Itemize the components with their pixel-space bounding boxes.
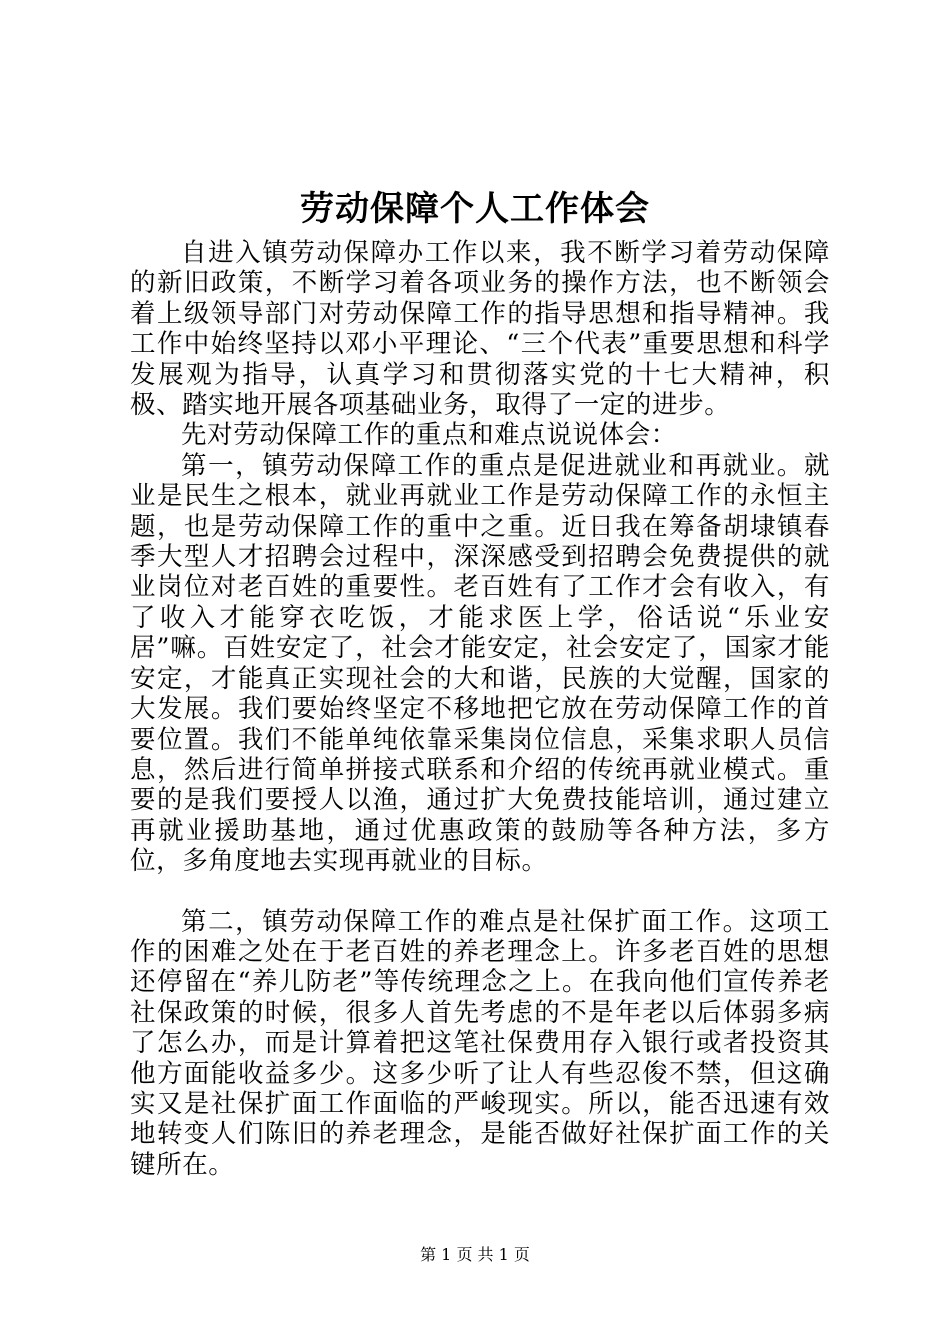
paragraph-lead: 先对劳动保障工作的重点和难点说说体会： bbox=[181, 420, 677, 451]
paragraph-first-point: 第一，镇劳动保障工作的重点是促进就业和再就业。就业是民生之根本，就业再就业工作是劳动保障工作的永恒主题，也是劳动保障工作的重中之重。近日我在筹备胡埭镇春季大型人才招聘会过程中，深深感受到招聘会免费提供的就业岗位对老百姓的重要性。老百姓有了工作才会有收入，有了收入才能穿衣吃饭，才能求医上学，俗话说“乐业安居”嘛。百姓安定了，社会才能安定，社会安定了，国家才能安定，才能真正实现社会的大和谐，民族的大觉醒，国家的大发展。我们要始终坚定不移地把它放在劳动保障工作的首要位置。我们不能单纯依靠采集岗位信息，采集求职人员信息，然后进行简单拼接式联系和介绍的传统再就业模式。重要的是我们要授人以渔，通过扩大免费技能培训，通过建立再就业援助基地，通过优惠政策的鼓励等各种方法，多方位，多角度地去实现再就业的目标。 bbox=[130, 450, 830, 877]
paragraph-second-point: 第二，镇劳动保障工作的难点是社保扩面工作。这项工作的困难之处在于老百姓的养老理念上。许多老百姓的思想还停留在“养儿防老”等传统理念之上。在我向他们宣传养老社保政策的时候，很多人首先考虑的不是年老以后体弱多病了怎么办，而是计算着把这笔社保费用存入银行或者投资其他方面能收益多少。这多少听了让人有些忍俊不禁，但这确实又是社保扩面工作面临的严峻现实。所以，能否迅速有效地转变人们陈旧的养老理念，是能否做好社保扩面工作的关键所在。 bbox=[130, 906, 830, 1180]
paragraph-intro: 自进入镇劳动保障办工作以来，我不断学习着劳动保障的新旧政策，不断学习着各项业务的操作方法，也不断领会着上级领导部门对劳动保障工作的指导思想和指导精神。我工作中始终坚持以邓小平理论、“三个代表”重要思想和科学发展观为指导，认真学习和贯彻落实党的十七大精神，积极、踏实地开展各项基础业务，取得了一定的进步。 bbox=[130, 238, 830, 421]
document-body bbox=[130, 238, 830, 1180]
page-number-footer: 第 1 页 共 1 页 bbox=[420, 1245, 530, 1264]
document-title: 劳动保障个人工作体会 bbox=[300, 189, 650, 229]
